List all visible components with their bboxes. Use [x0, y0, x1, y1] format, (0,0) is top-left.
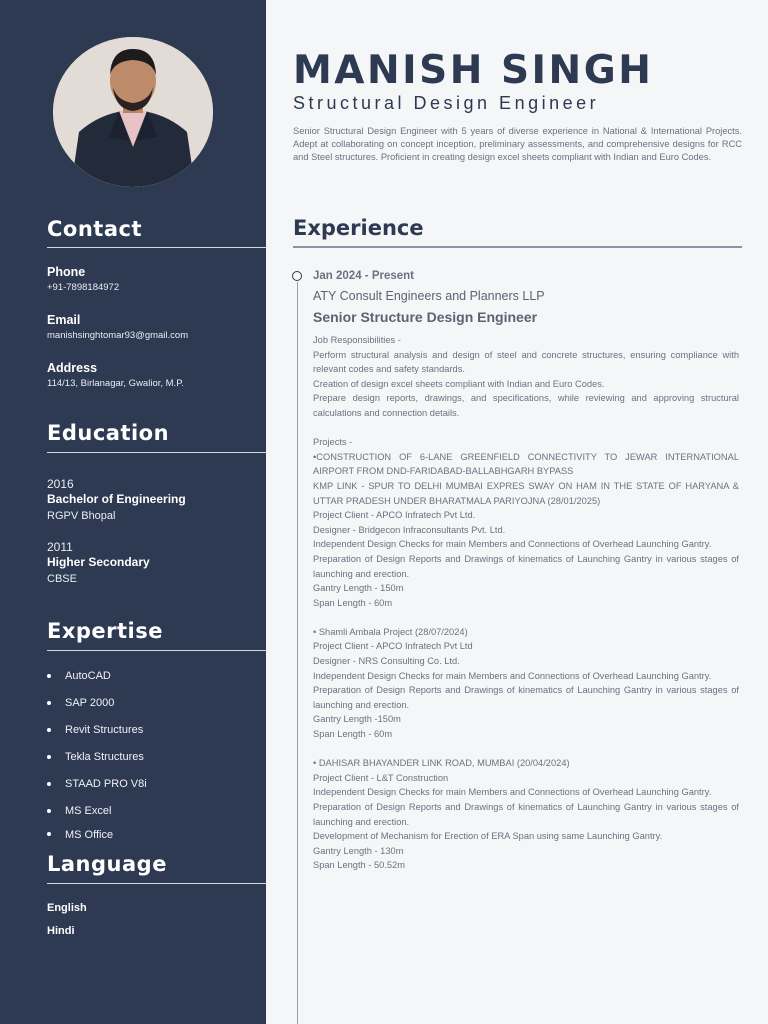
education-degree: Higher Secondary [47, 555, 150, 569]
language-item: Hindi [47, 925, 75, 937]
skill-item: AutoCAD [65, 670, 111, 682]
job-detail-line: Job Responsibilities - [313, 335, 401, 345]
profile-summary: Senior Structural Design Engineer with 5 years of diverse experience in National & International Projects. Adept at collaborating on concept inception, preliminary assessments, and comprehensive designs for RCC and Steel structures. Proficient in creating design excel sheets compliant with Indian and Euro Codes. [293, 126, 742, 162]
job-detail-line: Creation of design excel sheets compliant with Indian and Euro Codes. [313, 378, 605, 389]
education-year: 2011 [47, 540, 73, 554]
contact-heading: Contact [47, 217, 142, 241]
email-label: Email [47, 313, 81, 327]
bullet-icon [47, 755, 51, 759]
education-institution: RGPV Bhopal [47, 510, 116, 522]
job-detail-line: KMP LINK - SPUR TO DELHI MUMBAI EXPRES SWAY ON HAM IN THE STATE OF HARYANA & UTTAR PRADESH UNDER BHARATMALA PARIYOJNA (28/01/2025) [313, 480, 739, 506]
job-detail-line [313, 421, 739, 436]
job-detail-line: Designer - NRS Consulting Co. Ltd. [313, 656, 460, 667]
job-detail-line: Span Length - 60m [313, 597, 393, 608]
skill-item: Tekla Structures [65, 751, 144, 763]
position-title: Senior Structure Design Engineer [313, 309, 538, 325]
skill-item: MS Office [65, 829, 114, 841]
sidebar [0, 0, 266, 1024]
job-detail-line: Gantry Length - 150m [313, 583, 404, 594]
bullet-icon [47, 674, 51, 678]
company-name: ATY Consult Engineers and Planners LLP [313, 289, 545, 303]
job-details [313, 333, 739, 873]
bullet-icon [47, 782, 51, 786]
expertise-heading: Expertise [47, 619, 164, 643]
job-detail-line: Independent Design Checks for main Members and Connections of Overhead Launching Gantry. [313, 787, 712, 798]
candidate-name: MANISH SINGH [293, 48, 654, 93]
job-detail-line: Preparation of Design Reports and Drawings of kinematics of Launching Gantry in various stages of launching and erection. [313, 553, 739, 579]
contact-divider [47, 247, 266, 248]
job-detail-line: Development of Mechanism for Erection of ERA Span using same Launching Gantry. [313, 831, 663, 842]
job-detail-line: Independent Design Checks for main Members and Connections of Overhead Launching Gantry. [313, 670, 712, 681]
timeline-dot-icon [292, 271, 302, 281]
address-label: Address [47, 361, 98, 375]
expertise-divider [47, 650, 266, 651]
job-detail-line: Span Length - 60m [313, 729, 393, 740]
job-detail-line: Span Length - 50.52m [313, 860, 406, 871]
skill-item: Revit Structures [65, 724, 144, 736]
job-detail-line: Preparation of Design Reports and Drawings of kinematics of Launching Gantry in various stages of launching and erection. [313, 802, 739, 827]
address-value: 114/13, Birlanagar, Gwalior, M.P. [47, 378, 184, 389]
job-detail-line: Projects - [313, 437, 353, 448]
job-title: Structural Design Engineer [293, 93, 600, 113]
education-heading: Education [47, 421, 170, 445]
language-item: English [47, 902, 87, 914]
job-detail-line: Project Client - APCO Infratech Pvt Ltd. [313, 510, 476, 521]
job-detail-line: Prepare design reports, drawings, and specifications, while reviewing and approving structural calculations and connection details. [313, 393, 739, 418]
job-detail-line: Gantry Length -150m [313, 714, 401, 725]
language-divider [47, 883, 266, 884]
phone-label: Phone [47, 265, 86, 279]
job-detail-line: Gantry Length - 130m [313, 845, 404, 856]
skill-item: STAAD PRO V8i [65, 778, 147, 790]
job-dates: Jan 2024 - Present [313, 270, 415, 282]
education-year: 2016 [47, 477, 74, 491]
language-heading: Language [47, 852, 167, 876]
job-detail-line: • Shamli Ambala Project (28/07/2024) [313, 626, 468, 637]
job-detail-line: Preparation of Design Reports and Drawings of kinematics of Launching Gantry in various stages of launching and erection. [313, 685, 739, 710]
education-divider [47, 452, 266, 453]
education-institution: CBSE [47, 573, 77, 585]
job-detail-line: Independent Design Checks for main Members and Connections of Overhead Launching Gantry. [313, 539, 712, 550]
job-detail-line: Project Client - APCO Infratech Pvt Ltd [313, 641, 473, 652]
job-detail-line: •CONSTRUCTION OF 6-LANE GREENFIELD CONNECTIVITY TO JEWAR INTERNATIONAL AIRPORT FROM DND-FARIDABAD-BALLABHGARH BYPASS [313, 451, 739, 477]
bullet-icon [47, 701, 51, 705]
bullet-icon [47, 832, 51, 836]
skill-item: MS Excel [65, 805, 112, 817]
job-detail-line: Project Client - L&T Construction [313, 772, 449, 783]
skill-item: SAP 2000 [65, 697, 115, 709]
job-detail-line: Perform structural analysis and design of steel and concrete structures, ensuring compliance with relevant codes and safety standards. [313, 349, 739, 375]
experience-heading: Experience [293, 216, 424, 240]
job-detail-line: Designer - Bridgecon Infraconsultants Pvt. Ltd. [313, 524, 506, 535]
email-value: manishsinghtomar93@gmail.com [47, 330, 189, 341]
profile-photo [53, 37, 213, 187]
education-degree: Bachelor of Engineering [47, 492, 186, 506]
job-detail-line [313, 610, 739, 625]
job-detail-line: • DAHISAR BHAYANDER LINK ROAD, MUMBAI (20/04/2024) [313, 758, 570, 769]
experience-divider [293, 246, 742, 248]
bullet-icon [47, 728, 51, 732]
job-detail-line [313, 742, 739, 757]
bullet-icon [47, 809, 51, 813]
phone-value: +91-7898184972 [47, 282, 120, 293]
timeline-line [297, 282, 298, 1024]
